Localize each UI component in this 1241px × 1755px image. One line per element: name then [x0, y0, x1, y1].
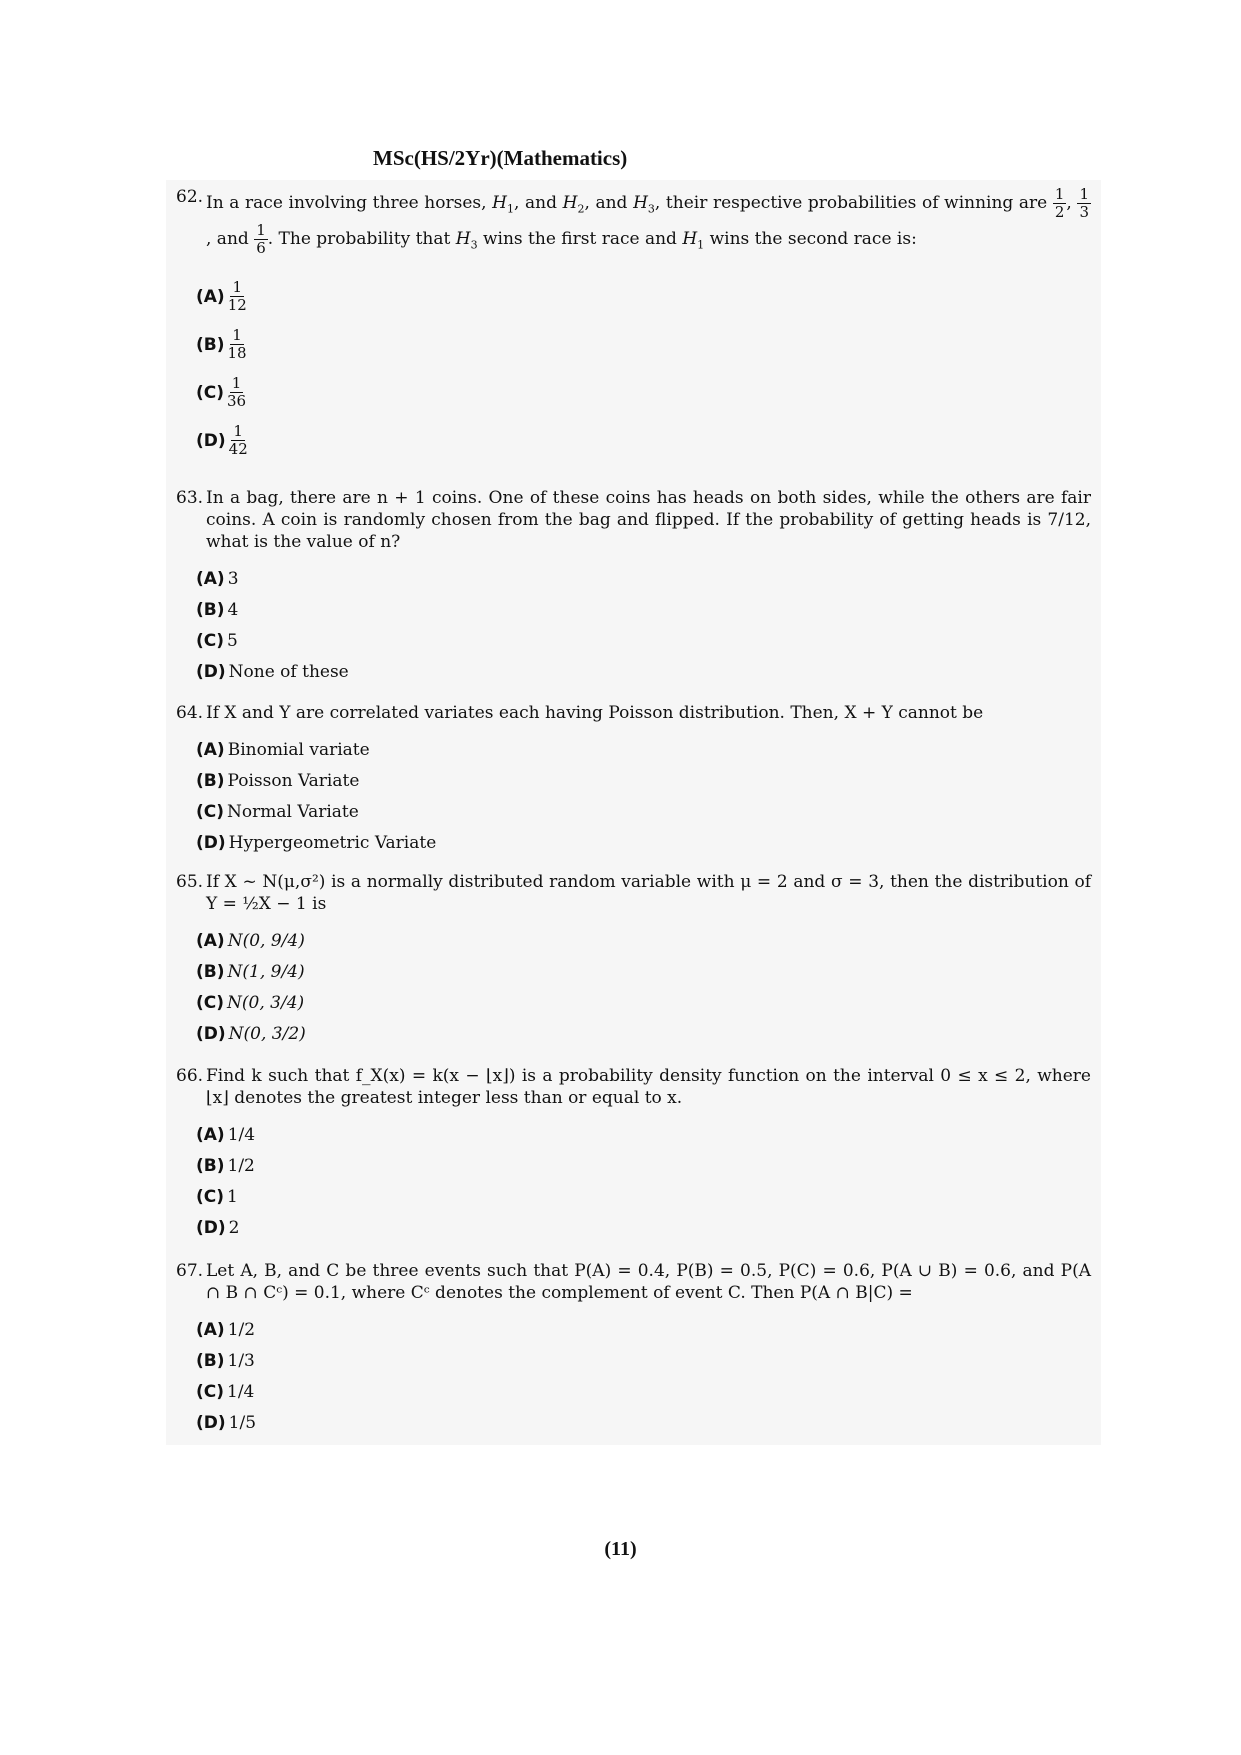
fraction: $\frac{1}{2}$: [1054, 185, 1065, 221]
option-b[interactable]: (B) 4: [196, 599, 239, 620]
question-number: 62.: [176, 187, 204, 207]
option-b[interactable]: (B) Poisson Variate: [196, 770, 360, 791]
fraction: $\frac{1}{6}$: [256, 221, 266, 258]
question-66: [176, 1065, 1091, 1243]
fraction: $\frac{1}{3}$: [1079, 185, 1089, 221]
option-d[interactable]: (D) Hypergeometric Variate: [196, 832, 437, 853]
question-text: If X and Y are correlated variates each having Poisson distribution. Then, X + Y cannot be: [206, 703, 984, 723]
option-d[interactable]: (D) None of these: [196, 661, 349, 682]
question-63: [176, 487, 1091, 687]
question-67: [176, 1260, 1091, 1438]
question-64: [176, 702, 1091, 858]
option-c[interactable]: (C) N(0, 3/4): [196, 992, 305, 1013]
option-a[interactable]: (A) 1/2: [196, 1319, 256, 1340]
question-text: Find k such that f_X(x) = k(x − ⌊x⌋) is a probability density function on the interval 0 ≤ x ≤ 2, where ⌊x⌋ denotes the greatest integer less than or equal to x.: [206, 1066, 1091, 1108]
option-a[interactable]: (A) N(0, 9/4): [196, 930, 305, 951]
question-number: 63.: [176, 488, 204, 508]
question-62: [176, 186, 1091, 465]
question-number: 64.: [176, 703, 204, 723]
question-number: 67.: [176, 1261, 204, 1281]
question-text: Let A, B, and C be three events such that P(A) = 0.4, P(B) = 0.5, P(C) = 0.6, P(A ∪ B) = 0.6, and P(A ∩ B ∩ Cᶜ) = 0.1, where Cᶜ denotes the complement of event C. Then P(A ∩ B|C) =: [206, 1261, 1091, 1303]
option-a[interactable]: (A) Binomial variate: [196, 739, 370, 760]
option-c[interactable]: (C) 5: [196, 630, 238, 651]
option-a[interactable]: (A) 1/4: [196, 1124, 256, 1145]
page-number: (11): [604, 1538, 637, 1560]
option-c[interactable]: (C) 1: [196, 1186, 238, 1207]
option-b[interactable]: (B) 1/3: [196, 1350, 255, 1371]
option-b[interactable]: (B) N(1, 9/4): [196, 961, 305, 982]
option-d[interactable]: (D) N(0, 3/2): [196, 1023, 306, 1044]
option-a[interactable]: (A) 1 12: [196, 278, 247, 315]
option-a[interactable]: (A) 3: [196, 568, 239, 589]
question-65: [176, 871, 1091, 1049]
question-text: If X ~ N(μ,σ²) is a normally distributed random variable with μ = 2 and σ = 3, then the distribution of Y = ½X − 1 is: [206, 872, 1091, 914]
page-title: MSc(HS/2Yr)(Mathematics): [373, 146, 628, 170]
option-d[interactable]: (D) 2: [196, 1217, 240, 1238]
question-text: In a bag, there are n + 1 coins. One of these coins has heads on both sides, while the others are fair coins. A coin is randomly chosen from the bag and flipped. If the probability of getting heads is 7/12, what is the value of n?: [206, 488, 1091, 552]
option-c[interactable]: (C) 1 36: [196, 374, 247, 411]
option-d[interactable]: (D) 1 42: [196, 422, 248, 459]
question-number: 65.: [176, 872, 204, 892]
option-c[interactable]: (C) Normal Variate: [196, 801, 359, 822]
option-d[interactable]: (D) 1/5: [196, 1412, 257, 1433]
option-c[interactable]: (C) 1/4: [196, 1381, 255, 1402]
option-b[interactable]: (B) 1/2: [196, 1155, 255, 1176]
question-text: In a race involving three horses, $H_1$, and $H_2$, and $H_3$, their respective probabilities of winning are $\frac{1}{2}$ , $\frac{1}{3}$ , and $\frac{1}{6}$ . The probability that $H_3$ wins the first race and $H_1$ wins the second race is:: [206, 185, 1089, 258]
option-b[interactable]: (B) 1 18: [196, 326, 247, 363]
question-number: 66.: [176, 1066, 204, 1086]
